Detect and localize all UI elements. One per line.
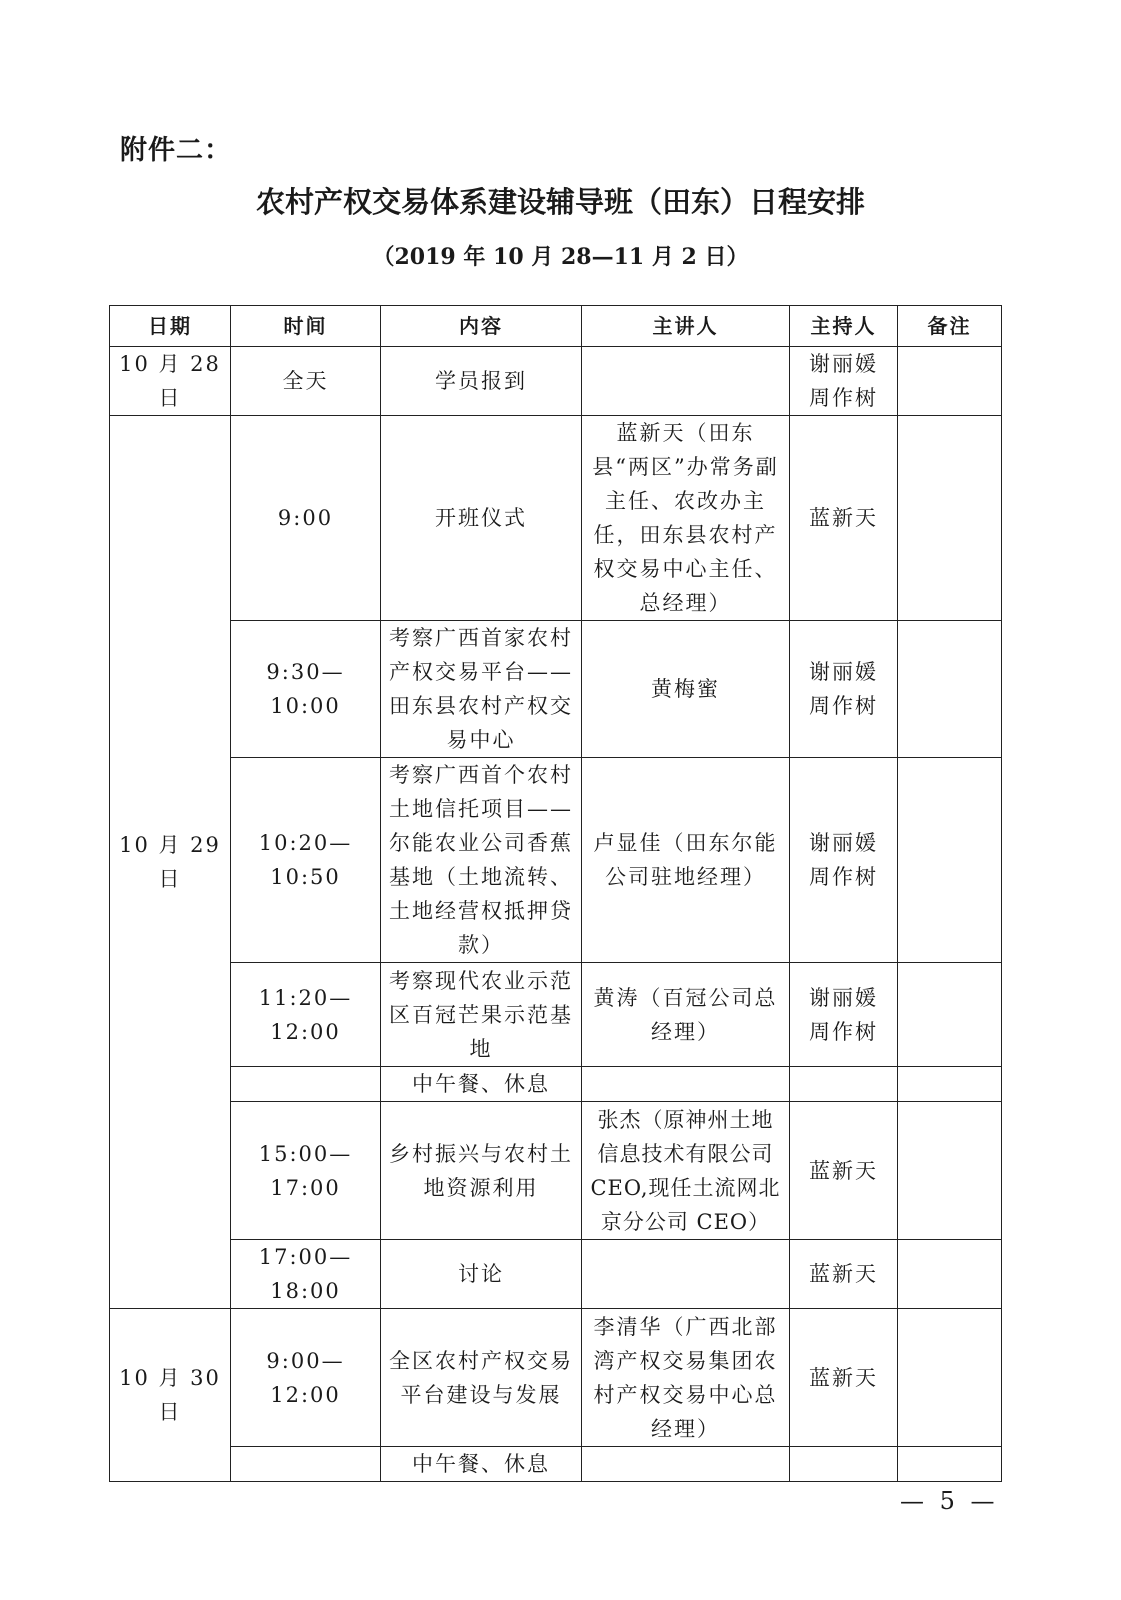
content-cell: 开班仪式 [381, 416, 582, 621]
speaker-cell [582, 347, 790, 416]
attachment-label: 附件二： [120, 135, 232, 166]
time-cell: 10:20—10:50 [231, 758, 381, 963]
time-cell: 9:00—12:00 [231, 1309, 381, 1447]
host-cell [790, 1447, 898, 1482]
table-row [110, 347, 1002, 416]
note-cell [898, 1447, 1002, 1482]
speaker-cell: 黄涛（百冠公司总经理） [582, 963, 790, 1067]
note-cell [898, 1240, 1002, 1309]
content-cell: 中午餐、休息 [381, 1447, 582, 1482]
speaker-cell [582, 1067, 790, 1102]
date-cell: 10 月 28 日 [110, 347, 231, 416]
speaker-cell: 张杰（原神州土地信息技术有限公司CEO,现任土流网北京分公司 CEO） [582, 1102, 790, 1240]
host-cell: 谢丽媛 周作树 [790, 758, 898, 963]
note-cell [898, 1309, 1002, 1447]
time-cell: 9:00 [231, 416, 381, 621]
table-header-row [110, 306, 1002, 347]
note-cell [898, 416, 1002, 621]
content-cell: 乡村振兴与农村土地资源利用 [381, 1102, 582, 1240]
note-cell [898, 758, 1002, 963]
table-row [110, 1240, 1002, 1309]
content-cell: 全区农村产权交易平台建设与发展 [381, 1309, 582, 1447]
host-cell: 蓝新天 [790, 1309, 898, 1447]
header-time: 时间 [231, 306, 381, 347]
table-row [110, 1309, 1002, 1447]
header-host: 主持人 [790, 306, 898, 347]
content-cell: 考察现代农业示范区百冠芒果示范基地 [381, 963, 582, 1067]
page-title: 农村产权交易体系建设辅导班（田东）日程安排 [255, 185, 865, 219]
table-row [110, 1447, 1002, 1482]
content-cell: 中午餐、休息 [381, 1067, 582, 1102]
table-row [110, 1067, 1002, 1102]
content-cell: 学员报到 [381, 347, 582, 416]
host-cell: 蓝新天 [790, 1102, 898, 1240]
time-cell: 17:00—18:00 [231, 1240, 381, 1309]
schedule-table [109, 305, 1002, 1482]
speaker-cell: 黄梅蜜 [582, 621, 790, 758]
speaker-cell: 卢显佳（田东尔能公司驻地经理） [582, 758, 790, 963]
header-content: 内容 [381, 306, 582, 347]
table-row [110, 621, 1002, 758]
content-cell: 考察广西首个农村土地信托项目——尔能农业公司香蕉基地（土地流转、土地经营权抵押贷款） [381, 758, 582, 963]
time-cell: 全天 [231, 347, 381, 416]
header-speaker: 主讲人 [582, 306, 790, 347]
date-cell: 10 月 30 日 [110, 1309, 231, 1482]
time-cell: 11:20—12:00 [231, 963, 381, 1067]
header-note: 备注 [898, 306, 1002, 347]
speaker-cell [582, 1447, 790, 1482]
note-cell [898, 1102, 1002, 1240]
time-cell [231, 1447, 381, 1482]
note-cell [898, 347, 1002, 416]
table-row [110, 1102, 1002, 1240]
header-date: 日期 [110, 306, 231, 347]
table-row [110, 416, 1002, 621]
time-cell [231, 1067, 381, 1102]
speaker-cell: 李清华（广西北部湾产权交易集团农村产权交易中心总经理） [582, 1309, 790, 1447]
date-range-subtitle: （2019 年 10 月 28—11 月 2 日） [372, 244, 749, 270]
speaker-cell [582, 1240, 790, 1309]
content-cell: 讨论 [381, 1240, 582, 1309]
note-cell [898, 1067, 1002, 1102]
time-cell: 15:00—17:00 [231, 1102, 381, 1240]
host-cell: 谢丽媛 周作树 [790, 963, 898, 1067]
page-number: — 5 — [900, 1487, 999, 1515]
host-cell: 蓝新天 [790, 1240, 898, 1309]
note-cell [898, 621, 1002, 758]
note-cell [898, 963, 1002, 1067]
date-cell: 10 月 29 日 [110, 416, 231, 1309]
table-row [110, 758, 1002, 963]
content-cell: 考察广西首家农村产权交易平台——田东县农村产权交易中心 [381, 621, 582, 758]
host-cell: 谢丽媛 周作树 [790, 347, 898, 416]
speaker-cell: 蓝新天（田东县“两区”办常务副主任、农改办主任，田东县农村产权交易中心主任、总经理） [582, 416, 790, 621]
table-row [110, 963, 1002, 1067]
host-cell [790, 1067, 898, 1102]
host-cell: 谢丽媛 周作树 [790, 621, 898, 758]
time-cell: 9:30—10:00 [231, 621, 381, 758]
host-cell: 蓝新天 [790, 416, 898, 621]
